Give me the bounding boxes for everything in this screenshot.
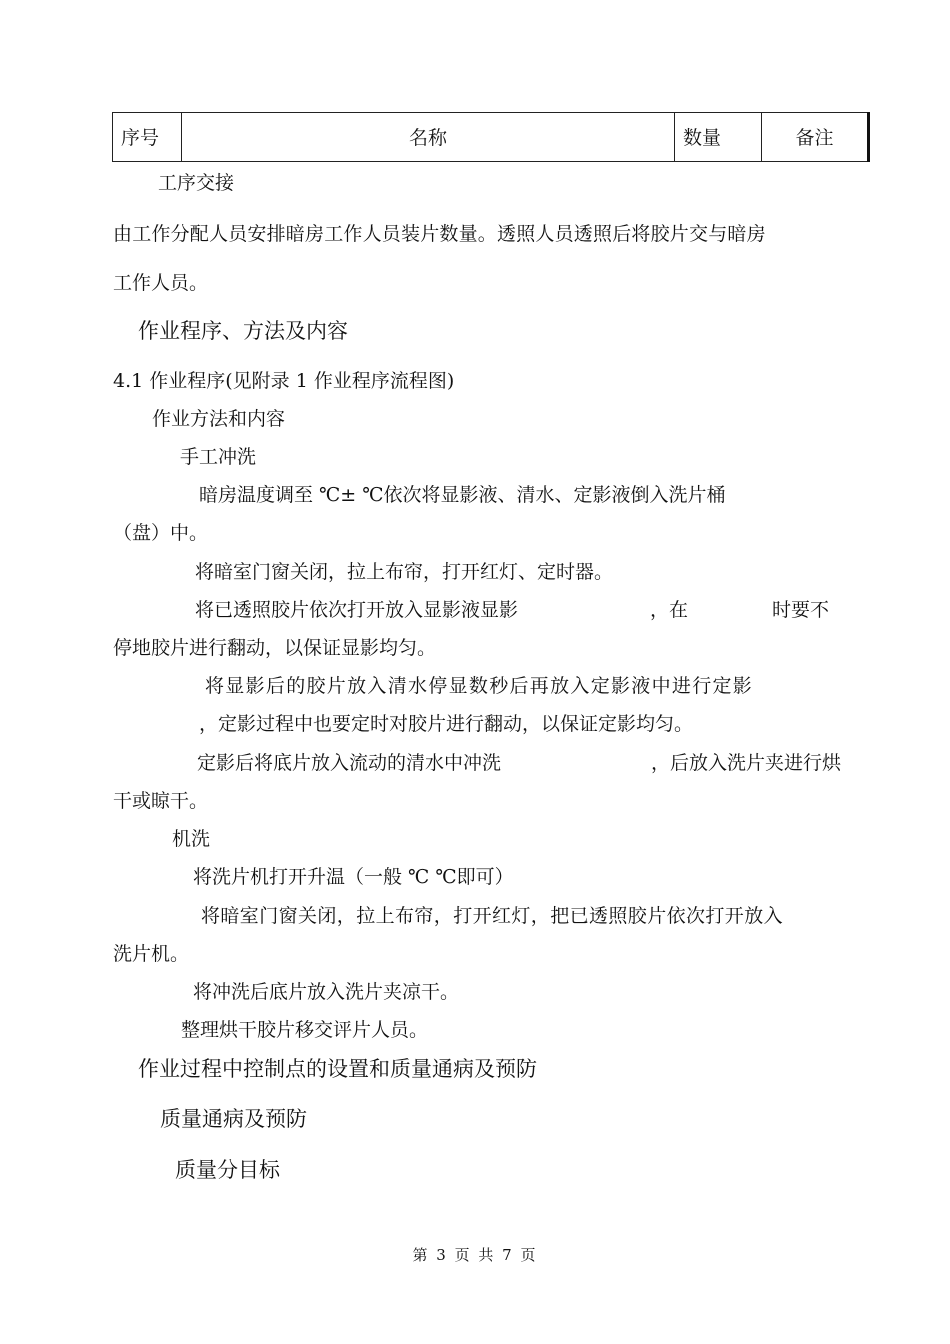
- section-handover-heading: 工序交接: [158, 172, 235, 194]
- manual-step3-line1-b: ，在: [650, 599, 689, 621]
- machine-step3: 将冲洗后底片放入洗片夹凉干。: [193, 981, 460, 1003]
- manual-step4-line2: ，定影过程中也要定时对胶片进行翻动，以保证定影均匀。: [199, 713, 694, 735]
- header-table: [112, 112, 870, 162]
- section-procedure-heading: 作业程序、方法及内容: [138, 319, 348, 343]
- manual-step5-line2: 干或晾干。: [113, 790, 209, 812]
- machine-wash-heading: 机洗: [172, 828, 211, 850]
- machine-step2-line1: 将暗室门窗关闭，拉上布帘，打开红灯，把已透照胶片依次打开放入: [201, 905, 784, 927]
- page-number-footer: 第 3 页 共 7 页: [412, 1246, 538, 1264]
- handover-paragraph-line1: 由工作分配人员安排暗房工作人员装片数量。透照人员透照后将胶片交与暗房: [113, 223, 766, 245]
- manual-step4-line1: 将显影后的胶片放入清水停显数秒后再放入定影液中进行定影: [205, 675, 754, 697]
- manual-step1-line2: （盘）中。: [113, 522, 209, 544]
- machine-step2-line2: 洗片机。: [113, 943, 190, 965]
- col-qty-header: 数量: [675, 113, 762, 162]
- col-remark-header: 备注: [762, 113, 869, 162]
- machine-step1: 将洗片机打开升温（一般 ℃ ℃即可）: [193, 866, 514, 888]
- manual-step2: 将暗室门窗关闭，拉上布帘，打开红灯、定时器。: [195, 561, 614, 583]
- manual-step3-line1-a: 将已透照胶片依次打开放入显影液显影: [195, 599, 519, 621]
- manual-step5-line1-a: 定影后将底片放入流动的清水中冲洗: [197, 752, 502, 774]
- manual-step1-line1: 暗房温度调至 ℃± ℃依次将显影液、清水、定影液倒入洗片桶: [199, 484, 726, 506]
- manual-step3-line1-c: 时要不: [772, 599, 830, 621]
- manual-step3-line2: 停地胶片进行翻动，以保证显影均匀。: [113, 637, 437, 659]
- subsection-quality-defects-heading: 质量通病及预防: [160, 1107, 307, 1131]
- subsection-4-1: 4.1 作业程序(见附录 1 作业程序流程图): [113, 370, 455, 392]
- manual-step5-line1-b: ，后放入洗片夹进行烘: [651, 752, 842, 774]
- table-row: [113, 113, 869, 162]
- section-control-points-heading: 作业过程中控制点的设置和质量通病及预防: [138, 1057, 537, 1081]
- col-name-header: 名称: [182, 113, 675, 162]
- manual-wash-heading: 手工冲洗: [180, 446, 257, 468]
- subsection-4-2: 作业方法和内容: [152, 408, 286, 430]
- subsection-quality-target-heading: 质量分目标: [175, 1158, 280, 1182]
- handover-paragraph-line2: 工作人员。: [113, 272, 209, 294]
- col-index-header: 序号: [113, 113, 182, 162]
- machine-step4: 整理烘干胶片移交评片人员。: [181, 1019, 429, 1041]
